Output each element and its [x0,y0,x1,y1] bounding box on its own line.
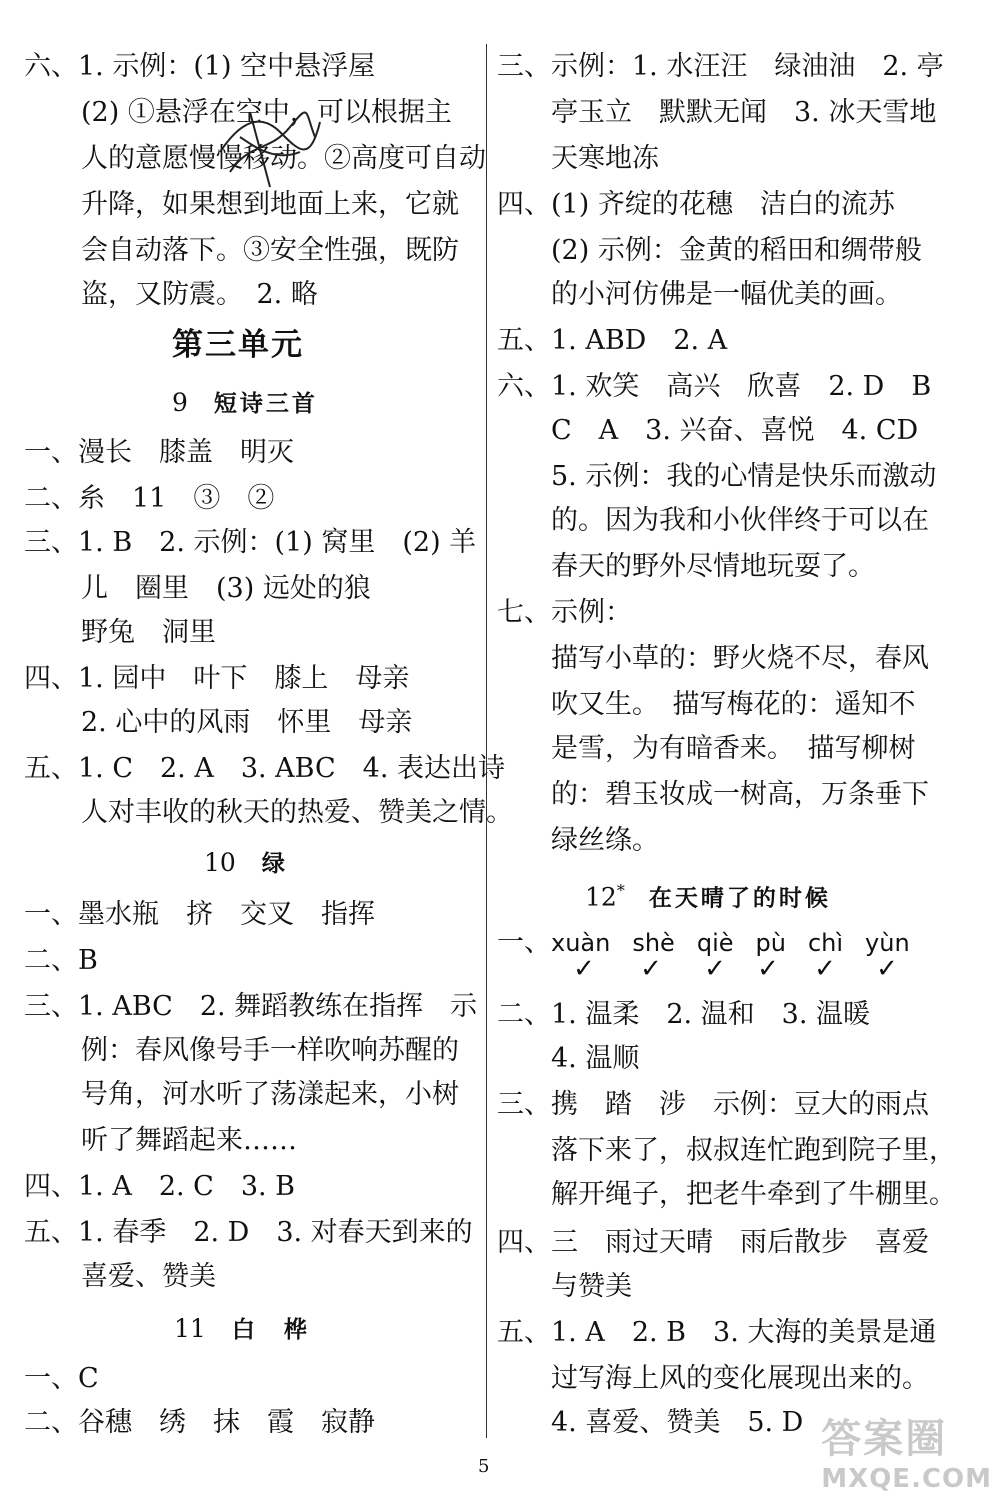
answer-line: C A 3. 兴奋、喜悦 4. CD [551,415,919,446]
pinyin-1: xuàn [551,929,611,957]
answer-line: 四、三 雨过天晴 雨后散步 喜爱 [497,1227,929,1258]
answer-line: 绿丝绦。 [551,825,659,856]
answer-line: 升降，如果想到地面上来，它就 [81,189,459,220]
answer-line: 五、1. 春季 2. D 3. 对春天到来的 [24,1217,473,1248]
answer-line: 4. 喜爱、赞美 5. D [551,1407,804,1438]
lesson-title: 绿 [261,851,288,877]
answer-line: 五、1. C 2. A 3. ABC 4. 表达出诗 [24,753,506,784]
check-icon: ✓ [876,954,898,984]
lesson-title: 短诗三首 [213,391,318,417]
answer-line: 2. 心中的风雨 怀里 母亲 [81,707,413,738]
lesson-heading [172,380,318,426]
page-number: 5 [478,1456,490,1477]
answer-line: 的：碧玉妆成一树高，万条垂下 [551,779,929,810]
answer-line: 野兔 洞里 [81,617,216,648]
answer-line: 四、1. A 2. C 3. B [24,1171,296,1202]
unit-heading: 第三单元 [172,327,304,363]
watermark-domain: MXQE.COM [821,1464,992,1494]
answer-line: 解开绳子，把老牛牵到了牛棚里。 [551,1179,956,1210]
check-icon: ✓ [814,954,836,984]
answer-line: 二、糸 11 ③ ② [24,483,275,514]
lesson-heading [204,840,288,886]
answer-line: 亭玉立 默默无闻 3. 冰天雪地 [551,97,937,128]
answer-line: 吹又生。 描写梅花的：遥知不 [551,689,916,720]
answer-line: 三、1. B 2. 示例：(1) 窝里 (2) 羊 [24,527,477,558]
lesson-title: 白 桦 [231,1317,310,1343]
answer-line: 六、1. 欢笑 高兴 欣喜 2. D B [497,371,932,402]
check-icon: ✓ [757,954,779,984]
column-divider [486,44,487,1438]
answer-line: 5. 示例：我的心情是快乐而激动 [551,461,937,492]
answer-line: (2) 示例：金黄的稻田和绸带般 [551,235,922,266]
check-icon: ✓ [640,954,662,984]
answer-line: 五、1. A 2. B 3. 大海的美景是通 [497,1317,937,1348]
answer-line: (2) ①悬浮在空中，可以根据主 [81,97,452,128]
answer-line: 三、1. ABC 2. 舞蹈教练在指挥 示 [24,991,478,1022]
lesson-number: 10 [204,848,236,877]
answer-line: 一、C [24,1363,99,1394]
answer-line: 描写小草的：野火烧不尽，春风 [551,643,929,674]
answer-line: 与赞美 [551,1271,632,1302]
lesson-number: 12 [585,882,617,912]
lesson-title: 在天晴了的时候 [648,885,831,912]
answer-line: 一、漫长 膝盖 明灭 [24,437,294,468]
watermark-logo: 答案圈 [821,1416,948,1462]
check-marks-row [553,954,917,984]
lesson-heading [585,868,831,914]
answer-line: 二、B [24,945,98,976]
answer-line: 过写海上风的变化展现出来的。 [551,1363,929,1394]
answer-line: 人对丰收的秋天的热爱、赞美之情。 [81,797,513,828]
answer-line: 七、示例： [497,597,632,628]
answer-line: 三、携 踏 涉 示例：豆大的雨点 [497,1089,929,1120]
pinyin-4: pù [755,929,786,957]
answer-line: 会自动落下。③安全性强，既防 [81,235,459,266]
pinyin-6: yùn [865,929,910,957]
answer-line: 四、1. 园中 叶下 膝上 母亲 [24,663,410,694]
answer-line: 四、(1) 齐绽的花穗 洁白的流苏 [497,189,895,220]
answer-line: 的。因为我和小伙伴终于可以在 [551,505,929,536]
answer-line: 五、1. ABD 2. A [497,325,728,356]
pinyin-3: qiè [696,929,734,957]
answer-line: 二、谷穗 绣 抹 霞 寂静 [24,1407,375,1438]
answer-line: 的小河仿佛是一幅优美的画。 [551,279,902,310]
watermark [821,1407,992,1494]
answer-line: 天寒地冻 [551,143,659,174]
answer-line: 二、1. 温柔 2. 温和 3. 温暖 [497,999,871,1030]
handwritten-scribble [210,92,330,202]
answer-line: 人的意愿慢慢移动。②高度可自动 [81,143,486,174]
lesson-mark: * [616,881,625,900]
answer-line: 一、墨水瓶 挤 交叉 指挥 [24,899,375,930]
answer-line: 盗，又防震。 2. 略 [81,279,318,310]
answer-line: 是雪，为有暗香来。 描写柳树 [551,733,916,764]
answer-line: 儿 圈里 (3) 远处的狼 [81,573,371,604]
check-icon: ✓ [573,954,595,984]
answer-line: 落下来了，叔叔连忙跑到院子里， [551,1135,956,1166]
answer-line: 4. 温顺 [551,1043,640,1074]
pinyin-2: shè [632,929,675,957]
answer-line: 春天的野外尽情地玩耍了。 [551,551,875,582]
lesson-number: 11 [174,1314,206,1343]
question-label: 一、 [497,927,551,958]
answer-line: 三、示例：1. 水汪汪 绿油油 2. 亭 [497,51,944,82]
answer-line: 号角，河水听了荡漾起来，小树 [81,1079,459,1110]
answer-line: 六、1. 示例：(1) 空中悬浮屋 [24,51,376,82]
answer-line: 喜爱、赞美 [81,1261,216,1292]
check-icon: ✓ [704,954,726,984]
lesson-heading [174,1306,310,1352]
pinyin-5: chì [807,929,844,957]
answer-line: 听了舞蹈起来…… [81,1125,297,1156]
lesson-number: 9 [172,388,188,417]
answer-line: 例：春风像号手一样吹响苏醒的 [81,1035,459,1066]
